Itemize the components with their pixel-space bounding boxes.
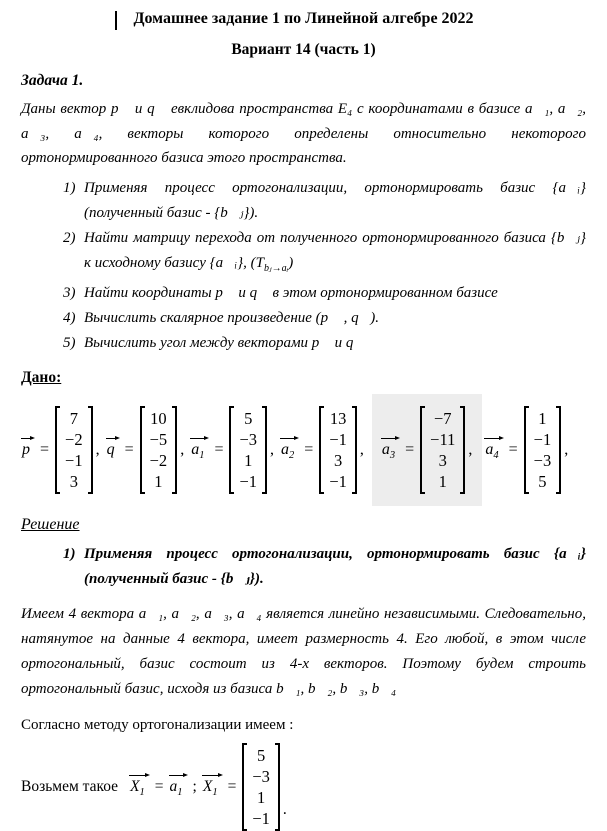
matrix-q xyxy=(140,406,178,494)
variant-subtitle: Вариант 14 (часть 1) xyxy=(231,41,376,58)
vector-letter: X xyxy=(202,778,213,796)
vector-symbol-p xyxy=(21,437,34,461)
matrix-a2 xyxy=(319,406,357,494)
item-number: 4) xyxy=(63,309,76,326)
given-vector-a2 xyxy=(280,406,370,494)
bracket-right xyxy=(88,406,93,494)
given-vector-p xyxy=(21,406,106,494)
item-text-main: Найти матрицу перехода от полученного ортонормированного базиса {b⃗ⱼ} к исходному базису {a⃗ᵢ}, (T xyxy=(84,229,586,271)
bracket-right xyxy=(262,406,267,494)
task-intro: Даны вектор p⃗ и q⃗ евклидова пространства E₄ с координатами в базисе a⃗₁, a⃗₂, a⃗₃, a⃗₄, векторы которого определены относительно некоторого ортонормированного базиса этого пространства. xyxy=(21,101,586,166)
task-item-3 xyxy=(21,281,586,306)
semicolon: ; xyxy=(192,777,197,795)
separator-comma: , xyxy=(270,440,275,458)
vector-symbol-a4 xyxy=(484,437,502,461)
vector-letter: a xyxy=(485,441,494,459)
item-number: 5) xyxy=(63,334,76,351)
matrix-cell: −1 xyxy=(252,808,270,828)
matrix-cell: −3 xyxy=(239,429,258,449)
given-vector-a3-highlighted xyxy=(372,394,482,506)
separator-comma: , xyxy=(564,440,569,458)
matrix-cell: 3 xyxy=(333,450,343,470)
vector-symbol-a1 xyxy=(190,437,208,461)
item-number: 1) xyxy=(63,545,76,562)
vector-letter: X xyxy=(130,778,140,796)
matrix-x1 xyxy=(242,743,280,831)
document-title: Домашнее задание 1 по Линейной алгебре 2022 xyxy=(133,10,474,27)
matrix-cell: −5 xyxy=(149,429,168,449)
equals-sign: = xyxy=(154,777,164,795)
bracket-right xyxy=(460,406,465,494)
equals-sign: = xyxy=(214,440,224,458)
vector-symbol-q xyxy=(106,437,119,461)
task-item-2 xyxy=(21,226,586,281)
vector-letter: a xyxy=(381,441,390,459)
period: . xyxy=(282,800,287,818)
item-text: Применяя процесс ортогонализации, ортонормировать базис {a⃗ᵢ} (полученный базис - {b⃗ⱼ}). xyxy=(84,545,586,587)
task-list xyxy=(21,176,586,356)
matrix-cell: −3 xyxy=(533,450,552,470)
vector-letter: a xyxy=(191,441,200,459)
matrix-cells xyxy=(529,406,557,494)
take-equation-row xyxy=(21,743,586,831)
vector-symbol-x1b xyxy=(202,774,222,798)
matrix-a1 xyxy=(229,406,267,494)
matrix-cells xyxy=(324,406,352,494)
matrix-cell: 5 xyxy=(538,471,547,491)
vector-letter: a xyxy=(169,778,178,796)
matrix-cell: 1 xyxy=(244,450,253,470)
separator-comma: , xyxy=(468,440,473,458)
item-number: 2) xyxy=(63,229,76,246)
take-prefix: Возьмем такое xyxy=(21,777,119,795)
vector-subscript: 4 xyxy=(493,450,499,462)
item-text xyxy=(84,226,586,281)
item-text: Найти координаты p⃗ и q⃗ в этом ортонормированном базисе xyxy=(84,284,498,301)
bracket-right xyxy=(556,406,561,494)
matrix-cell: 3 xyxy=(438,450,447,470)
given-vector-a4 xyxy=(484,406,574,494)
matrix-cells xyxy=(234,406,262,494)
vector-subscript: 1 xyxy=(139,787,145,799)
matrix-cell: 3 xyxy=(69,471,78,491)
bracket-right xyxy=(352,406,357,494)
given-vector-q xyxy=(106,406,191,494)
bracket-right xyxy=(275,743,280,831)
matrix-cell: −3 xyxy=(252,766,270,786)
bracket-right xyxy=(172,406,177,494)
matrix-cells xyxy=(247,743,275,831)
equals-sign: = xyxy=(508,440,518,458)
matrix-a3 xyxy=(420,406,465,494)
item-text: Применяя процесс ортогонализации, ортонормировать базис {a⃗ᵢ} (полученный базис - {b⃗ⱼ}). xyxy=(84,179,586,221)
matrix-cell: 1 xyxy=(538,408,547,428)
item-text-close: ) xyxy=(288,254,294,271)
vector-subscript: 1 xyxy=(199,450,205,462)
matrix-cells xyxy=(60,406,88,494)
matrix-cell: −11 xyxy=(430,429,456,449)
separator-comma: , xyxy=(359,440,364,458)
vector-subscript: 1 xyxy=(177,787,183,799)
matrix-cell: 1 xyxy=(256,787,266,807)
vector-letter: a xyxy=(281,441,290,459)
given-vectors-row xyxy=(21,394,586,506)
item-number: 3) xyxy=(63,284,76,301)
given-label: Дано: xyxy=(21,368,62,386)
matrix-cell: 1 xyxy=(154,471,163,491)
separator-comma: , xyxy=(180,440,185,458)
vector-subscript: 3 xyxy=(389,450,396,462)
matrix-cell: 13 xyxy=(329,408,347,428)
matrix-p xyxy=(55,406,93,494)
equals-sign: = xyxy=(227,777,237,795)
matrix-cell: −1 xyxy=(239,471,258,491)
vector-symbol-a1 xyxy=(169,774,187,798)
matrix-cells xyxy=(145,406,173,494)
equals-sign: = xyxy=(124,440,134,458)
equals-sign: = xyxy=(40,440,50,458)
solution-paragraph: Имеем 4 вектора a⃗₁, a⃗₂, a⃗₃, a⃗₄ является линейно независимыми. Следовательно, натянутое на данные 4 вектора, имеет размерность 4. Его любой, в этом числе ортогональный, базис состоит из 4-х векторов. Поэтому будем строить ортогональный базис, исходя из базиса b⃗₁, b⃗₂, b⃗₃, b⃗₄ xyxy=(21,605,586,697)
vector-symbol-x1 xyxy=(129,774,149,798)
matrix-cell: −7 xyxy=(433,408,452,428)
matrix-cell: −1 xyxy=(329,429,347,449)
matrix-a4 xyxy=(524,406,562,494)
transition-matrix-subscript: bⱼ→aᵢ xyxy=(264,262,289,274)
vector-letter: q xyxy=(106,441,115,459)
item-text: Вычислить угол между векторами p⃗ и q⃗ xyxy=(84,334,366,351)
vector-symbol-a3 xyxy=(381,437,399,461)
vector-symbol-a2 xyxy=(280,437,298,461)
matrix-cell: −2 xyxy=(149,450,168,470)
vector-subscript: 2 xyxy=(289,450,295,462)
solution-item-1 xyxy=(21,542,586,592)
matrix-cell: 5 xyxy=(244,408,253,428)
vector-letter: p xyxy=(22,441,30,459)
matrix-cell: 1 xyxy=(438,471,447,491)
task-item-1 xyxy=(21,176,586,226)
matrix-cell: −1 xyxy=(533,429,552,449)
matrix-cells xyxy=(425,406,460,494)
matrix-cell: −1 xyxy=(329,471,347,491)
task-heading: Задача 1. xyxy=(21,72,84,89)
item-number: 1) xyxy=(63,179,76,196)
matrix-cell: 5 xyxy=(256,745,266,765)
task-item-5 xyxy=(21,331,586,356)
item-text: Вычислить скалярное произведение (p⃗ , q⃗). xyxy=(84,309,379,326)
separator-comma: , xyxy=(95,440,100,458)
task-item-4 xyxy=(21,306,586,331)
matrix-cell: −1 xyxy=(65,450,83,470)
text-cursor xyxy=(115,11,117,30)
matrix-cell: −2 xyxy=(65,429,83,449)
given-vector-a1 xyxy=(190,406,280,494)
vector-subscript: 1 xyxy=(212,787,218,799)
method-line: Согласно методу ортогонализации имеем : xyxy=(21,716,294,733)
matrix-cell: 7 xyxy=(69,408,78,428)
equals-sign: = xyxy=(405,440,415,458)
solution-heading: Решение xyxy=(21,515,80,533)
equals-sign: = xyxy=(304,440,314,458)
matrix-cell: 10 xyxy=(150,408,167,428)
